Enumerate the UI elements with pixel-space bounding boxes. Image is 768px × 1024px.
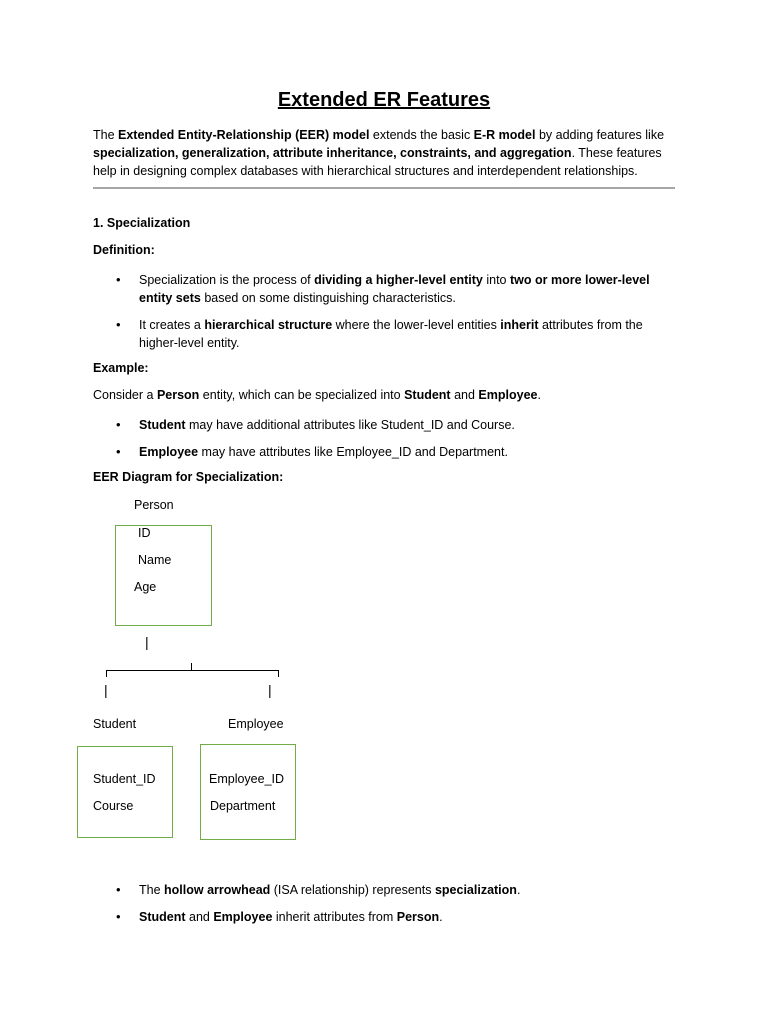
person-attribute: Name (138, 553, 172, 567)
example-paragraph: Consider a Person entity, which can be specialized into Student and Employee. (93, 388, 541, 402)
employee-entity-label: Employee (228, 717, 284, 731)
list-item: • The hollow arrowhead (ISA relationship) represents specialization. (139, 881, 679, 899)
example-label: Example: (93, 361, 149, 375)
vertical-connector: | (268, 682, 272, 698)
diagram-label: EER Diagram for Specialization: (93, 470, 284, 484)
person-attribute: Age (134, 580, 157, 594)
student-attribute: Course (93, 799, 134, 813)
isa-left-tick (106, 670, 107, 677)
list-item: • Specialization is the process of dividing a higher-level entity into two or more lower-level entity sets based on some distinguishing characteristics. (139, 271, 679, 307)
student-entity-label: Student (93, 717, 137, 731)
isa-center-tick (191, 663, 192, 670)
student-attribute: Student_ID (93, 772, 156, 786)
page-title: Extended ER Features (277, 89, 491, 111)
list-item: • Student and Employee inherit attributes from Person. (139, 908, 679, 926)
person-entity-label: Person (134, 498, 174, 512)
section-heading: 1. Specialization (93, 216, 191, 230)
definition-label: Definition: (93, 243, 155, 257)
vertical-connector: | (145, 634, 149, 650)
list-item: • Student may have additional attributes like Student_ID and Course. (139, 416, 679, 434)
isa-horizontal-line (106, 670, 278, 671)
intro-paragraph: The Extended Entity-Relationship (EER) model extends the basic E-R model by adding features like specialization, generalization, attribute inheritance, constraints, and aggregation. These features help in designing complex databases with hierarchical structures and interdependent relationships. (93, 128, 665, 178)
list-item: • Employee may have attributes like Employee_ID and Department. (139, 443, 679, 461)
horizontal-divider (93, 187, 675, 189)
employee-attribute: Employee_ID (209, 772, 285, 786)
list-item: • It creates a hierarchical structure where the lower-level entities inherit attributes from the higher-level entity. (139, 316, 679, 352)
person-entity-box (115, 525, 212, 626)
student-entity-box (77, 746, 173, 838)
isa-right-tick (278, 670, 279, 677)
employee-attribute: Department (210, 799, 276, 813)
vertical-connector: | (104, 682, 108, 698)
employee-entity-box (200, 744, 296, 840)
person-attribute: ID (138, 526, 151, 540)
